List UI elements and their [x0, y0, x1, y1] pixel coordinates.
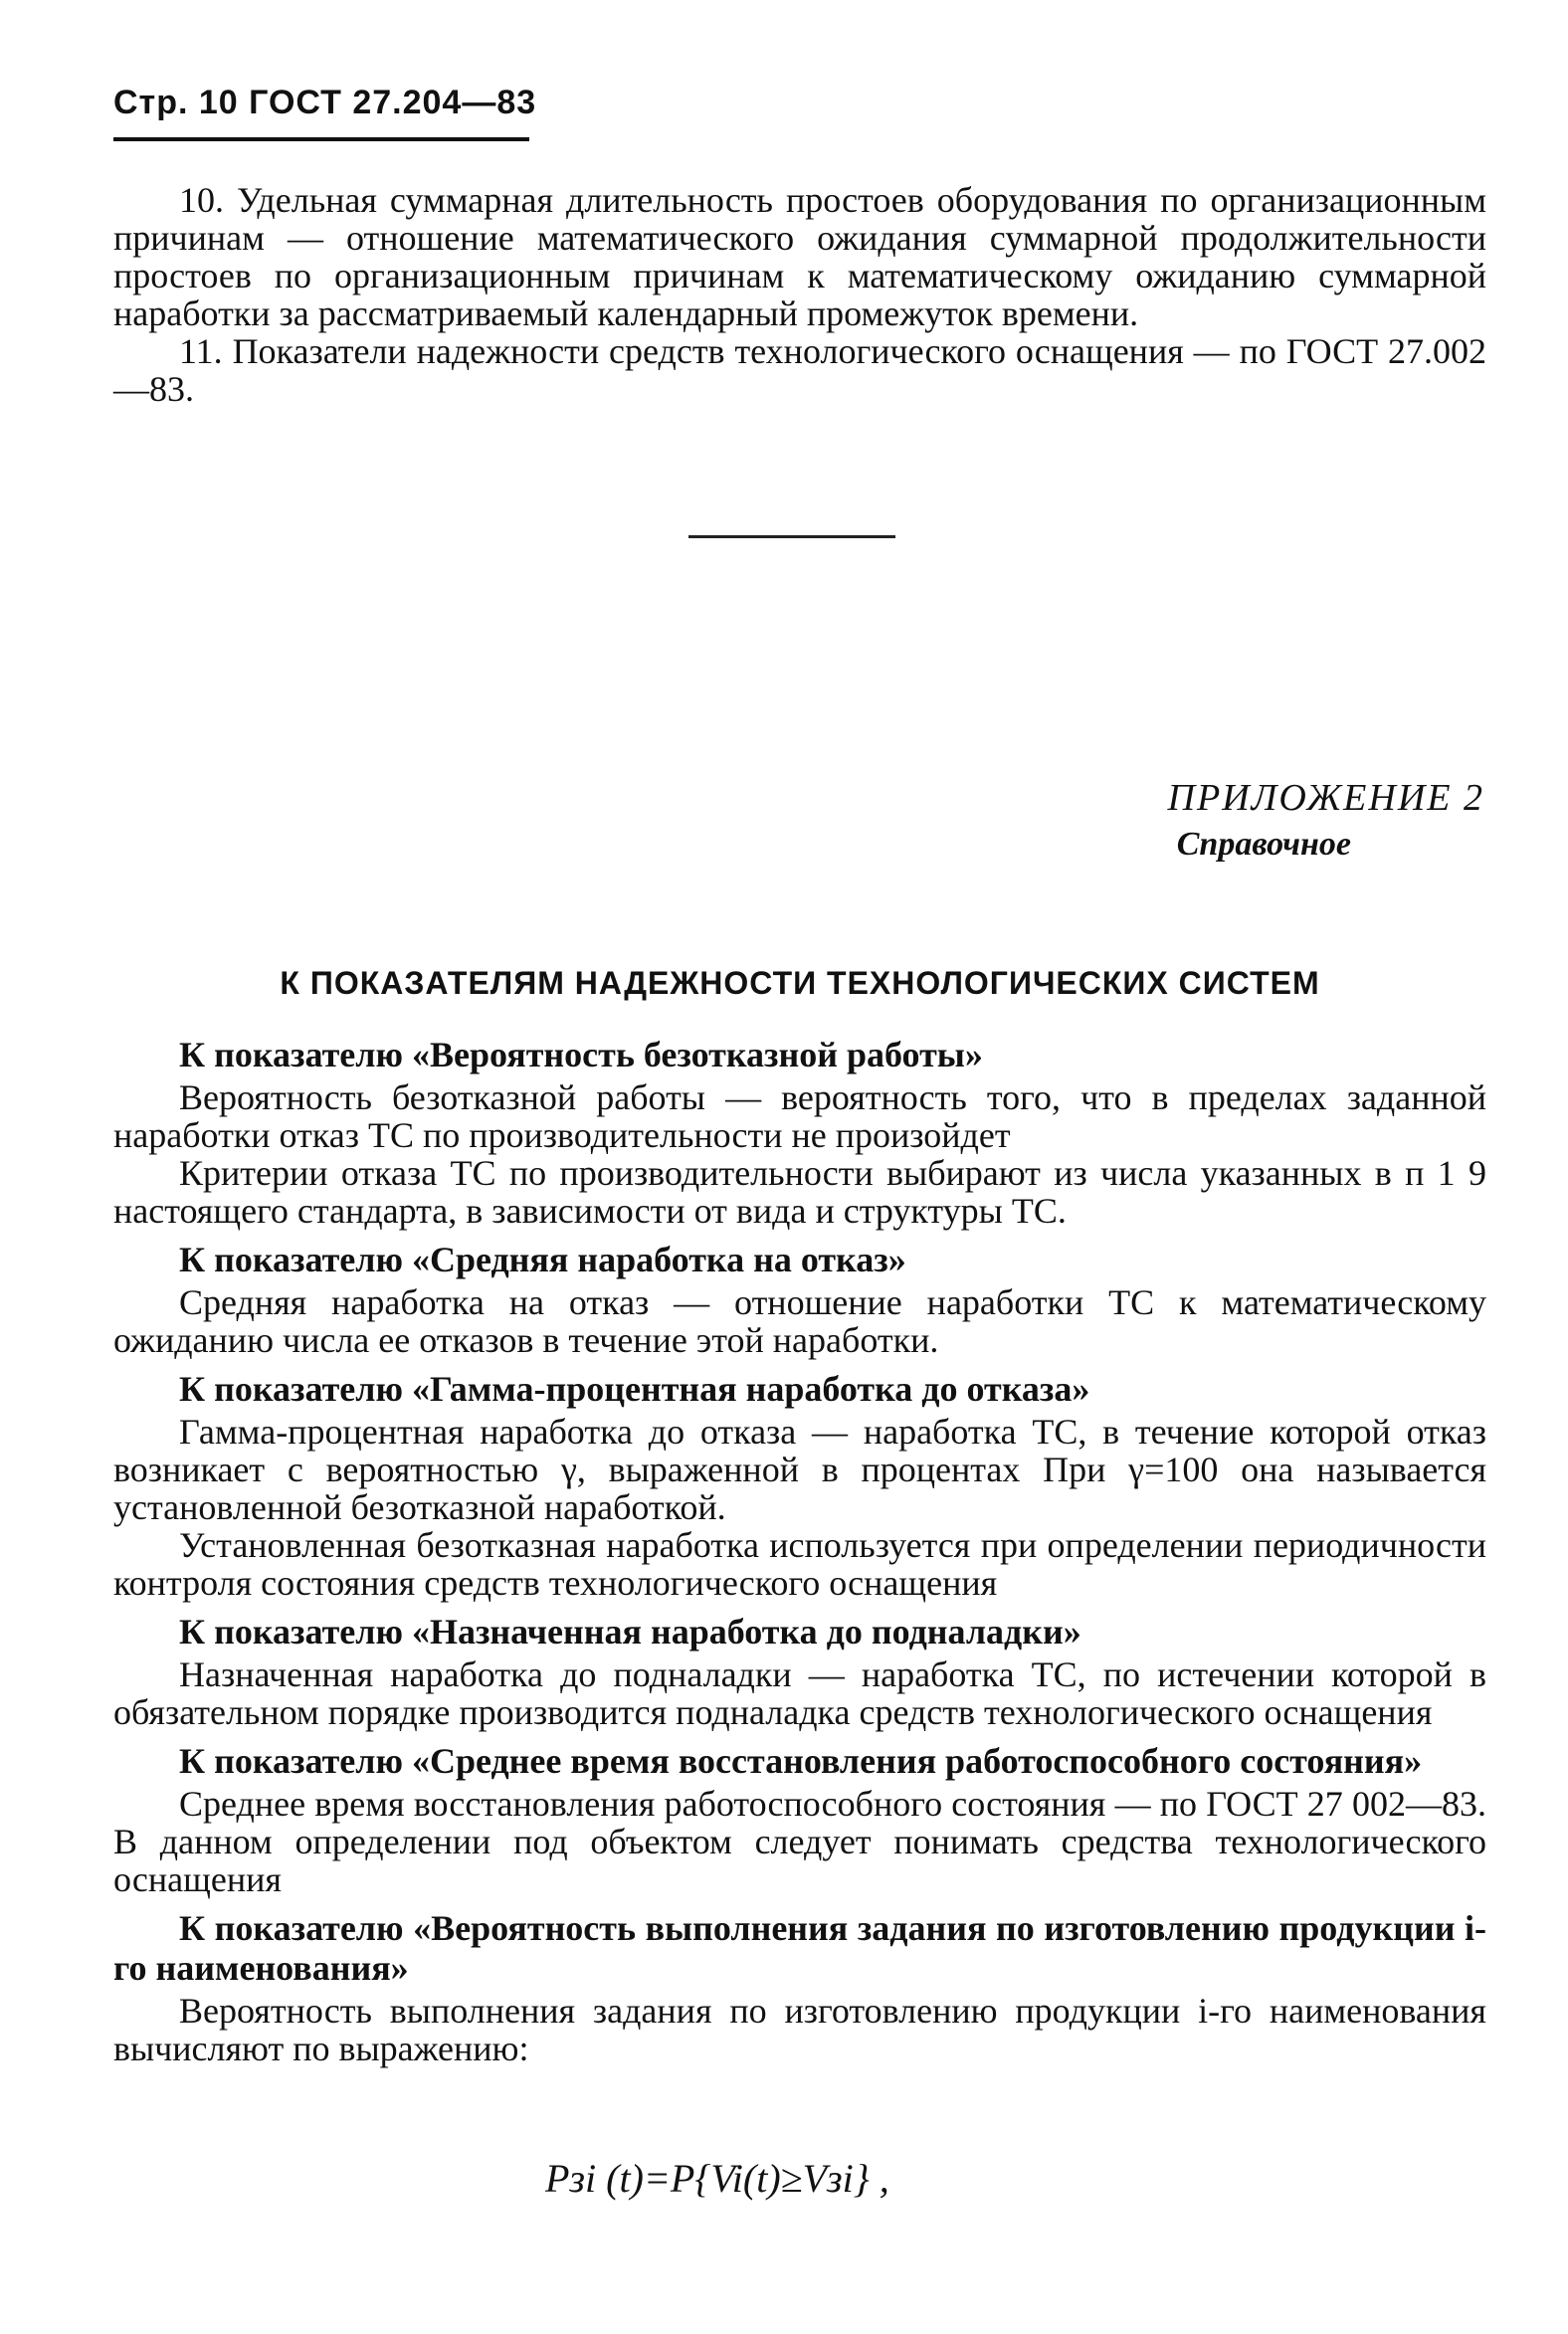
- top-text-block: [113, 181, 1486, 408]
- section-paragraph: Среднее время восстановления работоспособного состояния — по ГОСТ 27 002—83. В данном определении под объектом следует понимать средства технологического оснащения: [113, 1784, 1486, 1899]
- paragraph-11: 11. Показатели надежности средств технологического оснащения — по ГОСТ 27.002—83.: [113, 331, 1486, 409]
- section-heading: К показателю «Вероятность выполнения задания по изготовлению продукции i-го наименования»: [113, 1908, 1486, 1988]
- section-heading: К показателю «Среднее время восстановления работоспособного состояния»: [179, 1741, 1423, 1781]
- section-heading: К показателю «Гамма-процентная наработка до отказа»: [179, 1369, 1090, 1409]
- section-paragraph: Критерии отказа ТС по производительности выбирают из числа указанных в п 1 9 настоящего стандарта, в зависимости от вида и структуры ТС.: [113, 1153, 1486, 1231]
- appendix-title: ПРИЛОЖЕНИЕ 2: [1167, 777, 1484, 819]
- formula: Pзi (t)=P{Vi(t)≥Vзi} ,: [545, 2156, 889, 2201]
- section-heading: К показателю «Вероятность безотказной работы»: [179, 1035, 983, 1074]
- section-paragraph: Вероятность безотказной работы — вероятность того, что в пределах заданной наработки отказ ТС по производительности не произойдет: [113, 1077, 1486, 1155]
- section-heading: К показателю «Назначенная наработка до подналадки»: [179, 1612, 1081, 1652]
- sections-block: [113, 1025, 1486, 2067]
- section-paragraph: Вероятность выполнения задания по изготовлению продукции i-го наименования вычисляют по выражению:: [113, 1991, 1486, 2068]
- page-header: Стр. 10 ГОСТ 27.204—83: [113, 84, 537, 121]
- section-paragraph: Гамма-процентная наработка до отказа — наработка ТС, в течение которой отказ возникает с вероятностью γ, выраженной в процентах При γ=100 она называется установленной безотказной наработкой.: [113, 1412, 1486, 1527]
- section-divider: [688, 535, 895, 538]
- section-paragraph: Установленная безотказная наработка используется при определении периодичности контроля состояния средств технологического оснащения: [113, 1525, 1486, 1603]
- section-heading: К показателю «Средняя наработка на отказ»: [179, 1240, 906, 1279]
- section-paragraph: Средняя наработка на отказ — отношение наработки ТС к математическому ожиданию числа ее отказов в течение этой наработки.: [113, 1282, 1486, 1360]
- paragraph-10: 10. Удельная суммарная длительность простоев оборудования по организационным причинам — отношение математического ожидания суммарной продолжительности простоев по организационным причинам к математическому ожиданию суммарной наработки за рассматриваемый календарный промежуток времени.: [113, 180, 1486, 333]
- main-title: К ПОКАЗАТЕЛЯМ НАДЕЖНОСТИ ТЕХНОЛОГИЧЕСКИХ СИСТЕМ: [280, 965, 1320, 1001]
- appendix-subtitle: Справочное: [1176, 826, 1351, 863]
- section-paragraph: Назначенная наработка до подналадки — наработка ТС, по истечении которой в обязательном порядке производится подналадка средств технологического оснащения: [113, 1654, 1486, 1732]
- header-rule: [113, 137, 529, 141]
